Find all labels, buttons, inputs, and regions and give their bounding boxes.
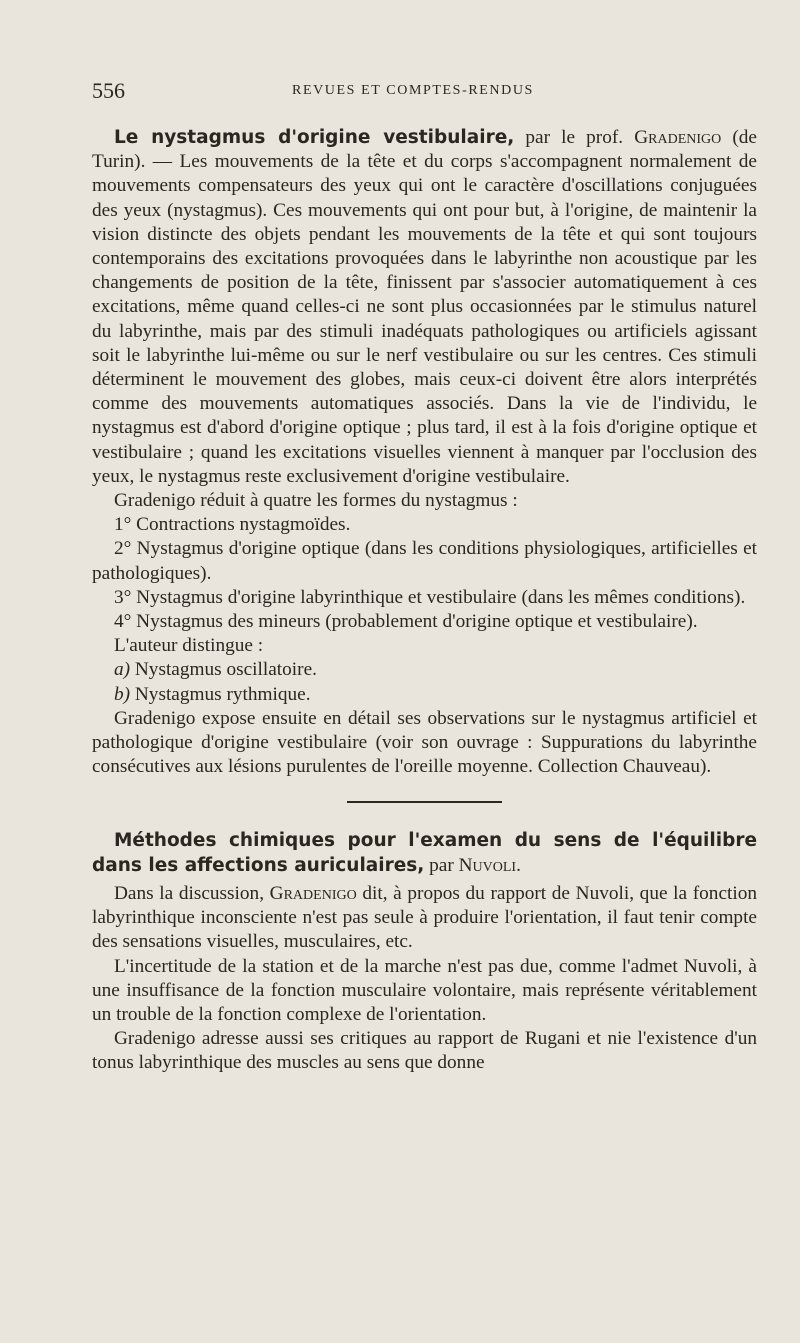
page-body bbox=[92, 126, 757, 1076]
article1-paragraph-4: Gradenigo expose ensuite en détail ses observations sur le nystagmus artificiel et pathologique d'origine vestibulaire (voir son ouvrage : Suppurations du labyrinthe consécutives aux lésions purulentes de l'oreille moyenne. Collection Chauveau). bbox=[92, 707, 757, 778]
list-text: Nystagmus oscillatoire. bbox=[130, 659, 317, 681]
article2-name: Gradenigo bbox=[269, 882, 357, 904]
list-text: Nystagmus rythmique. bbox=[130, 683, 311, 705]
list-item bbox=[92, 658, 757, 682]
article1-title: Le nystagmus d'origine vestibulaire, bbox=[114, 127, 515, 148]
article2-author-suffix: . bbox=[516, 854, 521, 876]
list-item: 1° Contractions nystagmoïdes. bbox=[114, 514, 351, 536]
article2-title: Méthodes chimiques pour l'examen du sens de l'équilibre dans les affections auriculaires, bbox=[92, 830, 757, 876]
article2-author: Nuvoli bbox=[458, 854, 517, 876]
running-title: REVUES ET COMPTES-RENDUS bbox=[292, 83, 534, 98]
article2-paragraph-3: Gradenigo adresse aussi ses critiques au rapport de Rugani et nie l'existence d'un tonus labyrinthique des muscles au sens que donne bbox=[92, 1028, 757, 1074]
article2-text: dit, à propos du rapport de Nuvoli, que la fonction labyrinthique inconsciente n'est pas seule à produire l'orientation, il faut tenir compte des sensations visuelles, musculaires, etc. bbox=[92, 882, 757, 953]
article1-paragraph-2: Gradenigo réduit à quatre les formes du nystagmus : bbox=[114, 490, 518, 512]
page-header bbox=[92, 78, 752, 110]
article1-author: Gradenigo bbox=[634, 127, 722, 148]
article1-paragraph-3: L'auteur distingue : bbox=[114, 635, 264, 657]
list-item: 4° Nystagmus des mineurs (probablement d'origine optique et vestibulaire). bbox=[114, 611, 698, 633]
article1-author-prefix: par le prof. bbox=[514, 127, 635, 148]
article1-text: (de Turin). — Les mouvements de la tête et du corps s'accompagnent normalement de mouvements compensateurs des yeux qui ont le caractère d'oscillations conjuguées des yeux (nystagmus). Ces mouvements qui ont pour but, à l'origine, de maintenir la vision distincte des objets pendant les mouvements de la tête et qui sont toujours contemporains des excitations provoquées dans le labyrinthe non acoustique par les changements de position de la tête, finissent par s'associer automatiquement à ces excitations, même quand celles-ci ne sont plus occasionnées par le stimulus naturel du labyrinthe, mais par des stimuli inadéquats pathologiques ou artificiels agissant soit le labyrinthe lui-même ou sur le nerf vestibulaire ou sur les centres. Ces stimuli déterminent le mouvement des globes, mais ceux-ci doivent être alors interprétés comme des mouvements automatiques associés. Dans la vie de l'individu, le nystagmus est d'abord d'origine optique ; plus tard, il est à la fois d'origine optique et vestibulaire ; quand les excitations visuelles viennent à manquer par l'occlusion des yeux, le nystagmus reste exclusivement d'origine vestibulaire. bbox=[92, 127, 757, 487]
list-item: 3° Nystagmus d'origine labyrinthique et vestibulaire (dans les mêmes conditions). bbox=[114, 586, 746, 608]
article2-heading bbox=[92, 829, 757, 877]
article2-paragraph-1 bbox=[92, 882, 757, 955]
article1-paragraph-1 bbox=[92, 126, 757, 489]
list-marker: b) bbox=[114, 683, 131, 705]
section-divider bbox=[347, 801, 502, 803]
article2-text: Dans la discussion, bbox=[114, 882, 270, 904]
list-item: 2° Nystagmus d'origine optique (dans les conditions physiologiques, artificielles et pathologiques). bbox=[92, 538, 757, 584]
article2-author-prefix: par bbox=[424, 854, 459, 876]
article2-paragraph-2: L'incertitude de la station et de la marche n'est pas due, comme l'admet Nuvoli, à une insuffisance de la fonction musculaire volontaire, mais représente véritablement un trouble de la fonction complexe de l'orientation. bbox=[92, 955, 757, 1025]
page-number: 556 bbox=[92, 78, 125, 103]
list-item bbox=[92, 683, 757, 707]
list-marker: a) bbox=[114, 659, 131, 681]
